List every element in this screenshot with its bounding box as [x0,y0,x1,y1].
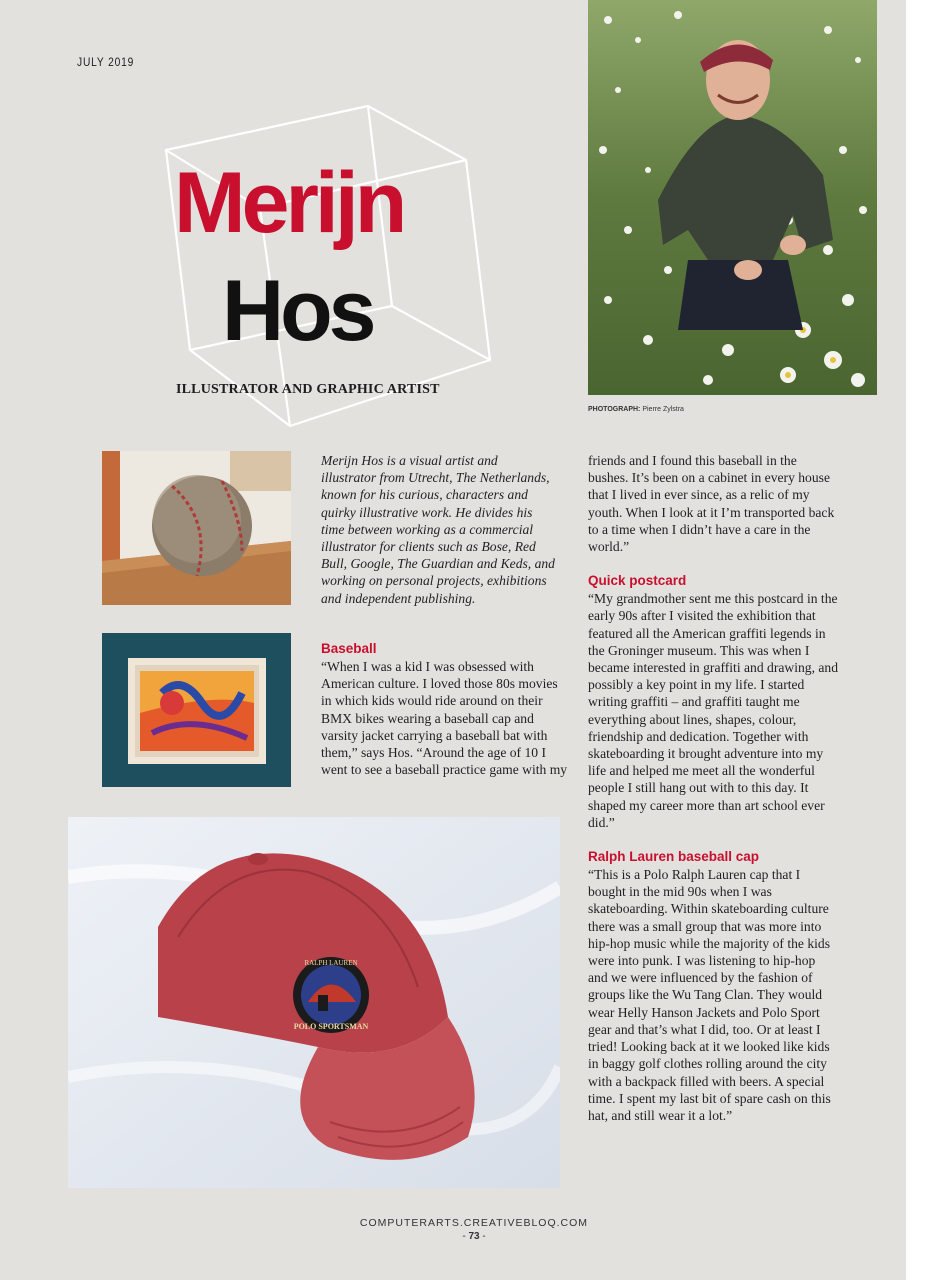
right-column [588,452,838,1124]
cap-badge-top-text: RALPH LAUREN [304,959,358,967]
title-first-name: Merijn [174,155,404,251]
baseball-photo [102,451,291,605]
cap-badge-bottom-text: POLO SPORTSMAN [293,1022,369,1031]
subtitle: ILLUSTRATOR AND GRAPHIC ARTIST [176,382,440,397]
postcard-body: “My grandmother sent me this postcard in the early 90s after I visited the exhibition that featured all the American graffiti legends in the Groninger museum. This was when I became interested in graffiti and drawing, and possibly a key point in my life. I started writing graffiti – and graffiti taught me everything about lines, shapes, colour, friendship and dedication. Together with skateboarding it brought adventure into my life and helped me meet all the wonderful people I still hang out with to this day. It shaped my career more than art school ever did.” [588,591,839,830]
footer-url: COMPUTERARTS.CREATIVEBLOQ.COM [359,1217,589,1229]
cap-photo [68,817,560,1188]
baseball-section [321,640,571,778]
issue-date: JULY 2019 [77,55,135,69]
baseball-body-continued: friends and I found this baseball in the bushes. It’s been on a cabinet in every house that I lived in ever since, as a relic of my youth. When I look at it I’m transported back to a time when I didn’t have a care in the world.” [588,453,835,555]
intro-paragraph: Merijn Hos is a visual artist and illustrator from Utrecht, The Netherlands, known for his curious, characters and quirky illustrative work. He divides his time between working as a commercial illustrator for clients such as Bose, Red Bull, Google, The Guardian and Keds, and working on personal projects, exhibitions and independent publishing. [321,453,555,606]
title-last-name: Hos [222,263,373,359]
postcard-photo [102,633,291,787]
cap-heading: Ralph Lauren baseball cap [588,849,760,865]
photo-credit: PHOTOGRAPH: Pierre Zylstra [588,406,684,413]
portrait-photo [588,0,877,395]
baseball-body: “When I was a kid I was obsessed with American culture. I loved those 80s movies in which kids would ride around on their BMX bikes wearing a baseball cap and varsity jacket carrying a baseball bat with them,” says Hos. “Around the age of 10 I went to see a baseball practice game with my [321,659,568,778]
baseball-heading: Baseball [321,641,377,656]
page-number: - 73 - [462,1231,486,1242]
cap-body: “This is a Polo Ralph Lauren cap that I bought in the mid 90s when I was skateboarding. Within skateboarding culture there was a small group that was more into hip-hop music while the majority of the kids were into punk. I was listening to hip-hop and we were influenced by the fashion of groups like the Wu Tang Clan. They would wear Helly Hanson Jackets and Polo Sport gear and that’s what I did, too. Or at least I tried! Looking back at it we looked like kids in baggy golf clothes rolling around the city with a backpack filled with beers. A special time. I spent my last bit of spare cash on this hat, and still wear it a lot.” [588,867,831,1123]
postcard-heading: Quick postcard [588,573,687,589]
